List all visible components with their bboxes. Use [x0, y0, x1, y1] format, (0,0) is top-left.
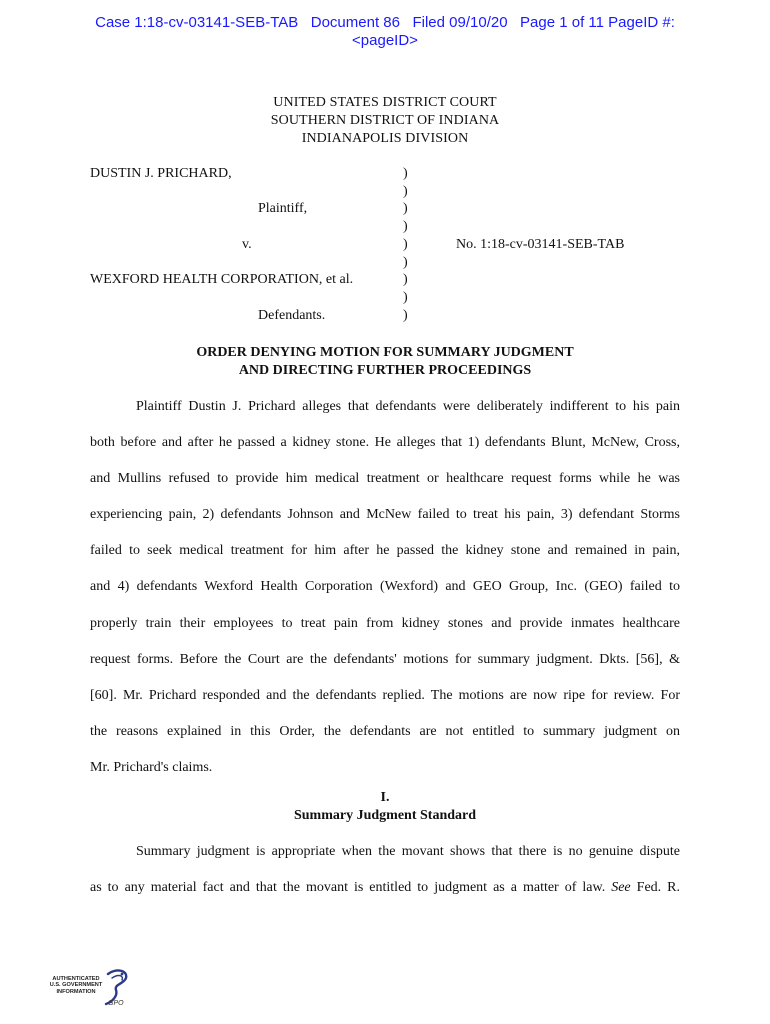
paren: ) [403, 201, 408, 217]
standard-paragraph [90, 834, 680, 906]
filing-header-line1: Case 1:18-cv-03141-SEB-TAB Document 86 Filed 09/10/20 Page 1 of 11 PageID #: [95, 14, 675, 31]
plaintiff-name: DUSTIN J. PRICHARD, [90, 166, 232, 181]
paragraph-line: and 4) defendants Wexford Health Corporation (Wexford) and GEO Group, Inc. (GEO) failed to [90, 579, 680, 595]
gpo-seal-line: U.S. GOVERNMENT [49, 982, 103, 989]
paren: ) [403, 219, 408, 235]
paren: ) [403, 236, 408, 252]
defendant-role: Defendants. [258, 308, 326, 323]
paragraph-line: experiencing pain, 2) defendants Johnson and McNew failed to treat his pain, 3) defendant Storms [90, 507, 680, 523]
order-title-line1: ORDER DENYING MOTION FOR SUMMARY JUDGMENT [196, 345, 574, 360]
order-title [0, 344, 770, 380]
court-heading [0, 94, 770, 148]
filing-header [0, 14, 770, 50]
paragraph-line: both before and after he passed a kidney stone. He alleges that 1) defendants Blunt, McNew, Cross, [90, 435, 680, 451]
paragraph-line: the reasons explained in this Order, the defendants are not entitled to summary judgment on [90, 723, 680, 739]
case-number: No. 1:18-cv-03141-SEB-TAB [456, 237, 625, 252]
paren: ) [403, 289, 408, 305]
paren: ) [403, 166, 408, 181]
paragraph-line: request forms. Before the Court are the defendants' motions for summary judgment. Dkts. [56], & [90, 651, 680, 667]
section-title: Summary Judgment Standard [293, 808, 477, 823]
gpo-seal-text [44, 976, 108, 995]
paragraph-text: as to any material fact and that the movant is entitled to judgment as a matter of law. [90, 880, 612, 896]
court-name: UNITED STATES DISTRICT COURT [273, 95, 497, 110]
filing-header-line2: <pageID> [352, 32, 418, 49]
paren: ) [403, 272, 408, 288]
paragraph-line: properly train their employees to treat pain from kidney stones and provide inmates healthcare [90, 615, 680, 631]
paragraph-line: [60]. Mr. Prichard responded and the defendants replied. The motions are now ripe for review. For [90, 687, 680, 703]
paragraph-line: and Mullins refused to provide him medical treatment or healthcare request forms while he was [90, 471, 680, 487]
citation-signal: See [611, 880, 631, 896]
gpo-mark: GPO [108, 1000, 124, 1007]
court-district: SOUTHERN DISTRICT OF INDIANA [270, 113, 500, 128]
gpo-seal-line: AUTHENTICATED [52, 976, 100, 982]
gpo-authentication-seal [44, 966, 134, 1014]
court-division: INDIANAPOLIS DIVISION [301, 131, 469, 146]
paren: ) [403, 183, 408, 199]
gpo-seal-line: INFORMATION [56, 988, 96, 995]
order-title-line2: AND DIRECTING FURTHER PROCEEDINGS [238, 363, 532, 378]
versus: v. [242, 237, 252, 252]
caption-parentheses [403, 165, 408, 324]
section-numeral: I. [380, 790, 390, 805]
case-caption [0, 165, 770, 330]
paren: ) [403, 254, 408, 270]
paragraph-line: Mr. Prichard's claims. [90, 759, 213, 775]
defendant-name: WEXFORD HEALTH CORPORATION, et al. [90, 272, 354, 287]
paragraph-line [90, 870, 680, 906]
section-heading [0, 789, 770, 825]
paragraph-text: Fed. R. [630, 880, 681, 896]
paragraph-line: Summary judgment is appropriate when the movant shows that there is no genuine dispute [136, 844, 680, 859]
intro-paragraph [90, 389, 680, 786]
paren: ) [403, 307, 408, 323]
paragraph-line: failed to seek medical treatment for him after he passed the kidney stone and remained in pain, [90, 543, 680, 559]
plaintiff-role: Plaintiff, [258, 201, 308, 216]
paragraph-line: Plaintiff Dustin J. Prichard alleges that defendants were deliberately indifferent to his pain [136, 399, 680, 414]
